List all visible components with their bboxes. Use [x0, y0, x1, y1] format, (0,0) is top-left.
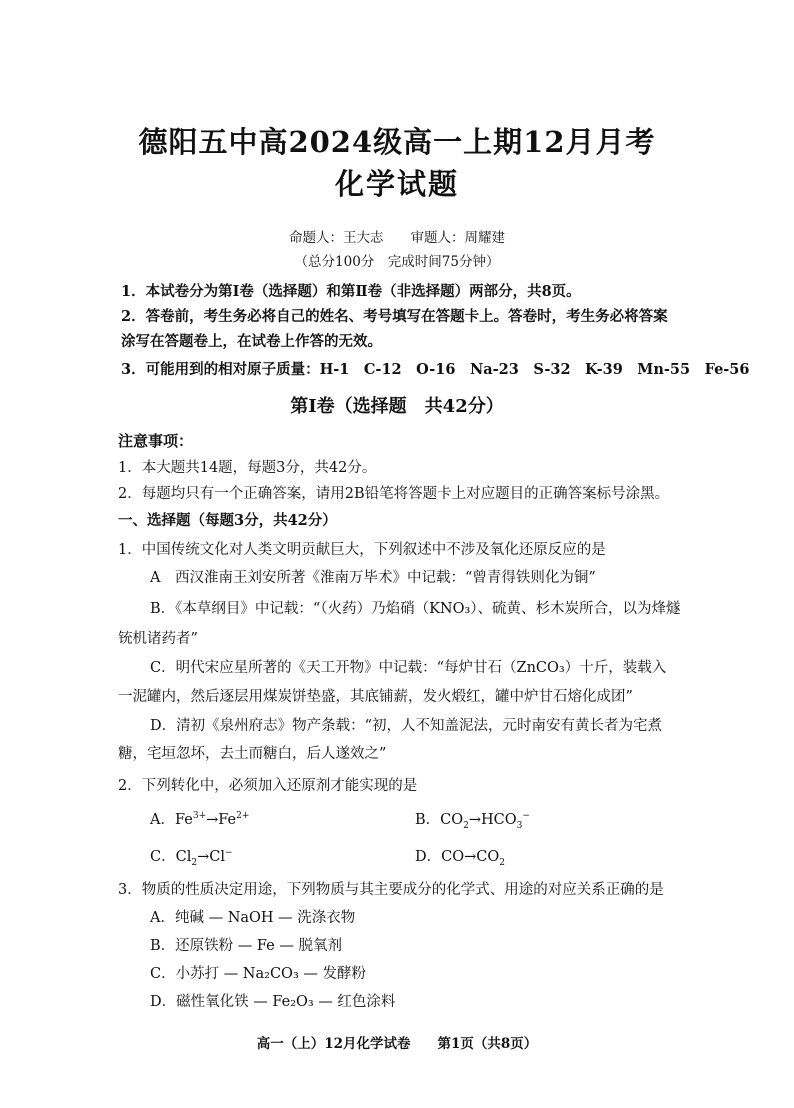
charge-2plus: 2+	[236, 811, 250, 822]
instruction-2-cont: 涂写在答题卷上，在试卷上作答的无效。	[121, 333, 382, 350]
q3-stem: 3．物质的性质决定用途，下列物质与其主要成分的化学式、用途的对应关系正确的是	[118, 882, 664, 898]
q1-option-c-cont: 一泥罐内，然后逐层用煤炭饼垫盛，其底铺薪，发火煅红，罐中炉甘石熔化成团”	[118, 689, 633, 705]
q2-stem: 2．下列转化中，必须加入还原剂才能实现的是	[118, 778, 418, 794]
page-footer: 高一（上）12月化学试卷 第1页（共8页）	[256, 1036, 538, 1052]
instruction-3: 3．可能用到的相对原子质量：H-1 C-12 O-16 Na-23 S-32 K-39 Mn-55 Fe-56	[121, 361, 750, 378]
q2-option-b	[415, 808, 530, 831]
formula-co: CO	[441, 849, 465, 865]
part-heading-detail: （每题3分，共42分）	[190, 512, 337, 529]
q1-stem: 1．中国传统文化对人类文明贡献巨大，下列叙述中不涉及氧化还原反应的是	[118, 542, 606, 558]
note-2: 2．每题均只有一个正确答案，请用2B铅笔将答题卡上对应题目的正确答案标号涂黑。	[118, 486, 670, 502]
q1-option-b: B．《本草纲目》中记载：“（火药）乃焰硝（KNO₃）、硫黄、杉木炭所合，以为烽燧	[150, 601, 681, 617]
exam-subtitle: 化学试题	[334, 167, 459, 201]
q3-option-b: B．还原铁粉 — Fe — 脱氧剂	[150, 938, 342, 954]
subscript-2: 2	[191, 857, 198, 868]
q2-option-c	[150, 845, 233, 868]
instruction-2: 2．答卷前，考生务必将自己的姓名、考号填写在答题卡上。答卷时，考生务必将答案	[121, 308, 668, 325]
q2-option-a	[150, 808, 249, 829]
q1-option-c: C．明代宋应星所著的《天工开物》中记载：“每炉甘石（ZnCO₃）十斤，装载入	[150, 660, 667, 676]
formula-fe: Fe	[218, 812, 237, 828]
formula-co: CO	[440, 812, 464, 828]
q3-option-c: C．小苏打 — Na₂CO₃ — 发酵粉	[150, 966, 366, 982]
formula-co: CO	[476, 849, 500, 865]
q1-option-b-cont: 铳机诸药者”	[118, 631, 198, 647]
subscript-2: 2	[463, 820, 469, 831]
part-heading	[118, 509, 337, 530]
exam-authors: 命题人：王大志 审题人：周耀建	[289, 230, 505, 246]
exam-score-time: （总分100分 完成时间75分钟）	[294, 254, 500, 270]
q1-option-d: D．清初《泉州府志》物产条载：“初，人不知盖泥法，元时南安有黄长者为宅煮	[150, 718, 663, 734]
q1-option-d-cont: 糖，宅垣忽坏，去土而糖白，后人遂效之”	[118, 746, 387, 762]
formula-cl: Cl	[175, 849, 192, 865]
subscript-3: 3	[516, 820, 523, 831]
arrow-icon: →	[464, 849, 477, 865]
q1-option-a: A 西汉淮南王刘安所著《淮南万毕术》中记载：“曾青得铁则化为铜”	[150, 570, 596, 586]
q2-option-d-label: D．	[415, 849, 442, 865]
arrow-icon: →	[468, 812, 482, 828]
formula-fe: Fe	[174, 812, 193, 828]
part-heading-label: 一、选择题	[118, 512, 191, 529]
q2-option-d	[415, 845, 505, 868]
q2-option-a-label: A．	[150, 812, 175, 828]
instruction-1: 1．本试卷分为第Ⅰ卷（选择题）和第Ⅱ卷（非选择题）两部分，共8页。	[121, 283, 581, 300]
arrow-icon: →	[197, 849, 210, 865]
section-title: 第Ⅰ卷（选择题 共42分）	[290, 396, 504, 417]
note-1: 1．本大题共14题，每题3分，共42分。	[118, 460, 377, 476]
q3-option-d: D．磁性氧化铁 — Fe₂O₃ — 红色涂料	[150, 994, 396, 1010]
q2-option-b-label: B．	[415, 812, 441, 828]
exam-title: 德阳五中高2024级高一上期12月月考	[138, 125, 656, 159]
charge-minus: −	[522, 811, 530, 822]
notes-heading: 注意事项：	[118, 432, 194, 450]
charge-3plus: 3+	[192, 811, 207, 822]
formula-hco: HCO	[481, 812, 517, 828]
q2-option-c-label: C．	[150, 849, 176, 865]
subscript-2: 2	[499, 857, 505, 868]
arrow-icon: →	[206, 812, 219, 828]
charge-minus: −	[224, 848, 233, 859]
formula-cl: Cl	[209, 849, 225, 865]
q3-option-a: A．纯碱 — NaOH — 洗涤衣物	[150, 910, 356, 926]
